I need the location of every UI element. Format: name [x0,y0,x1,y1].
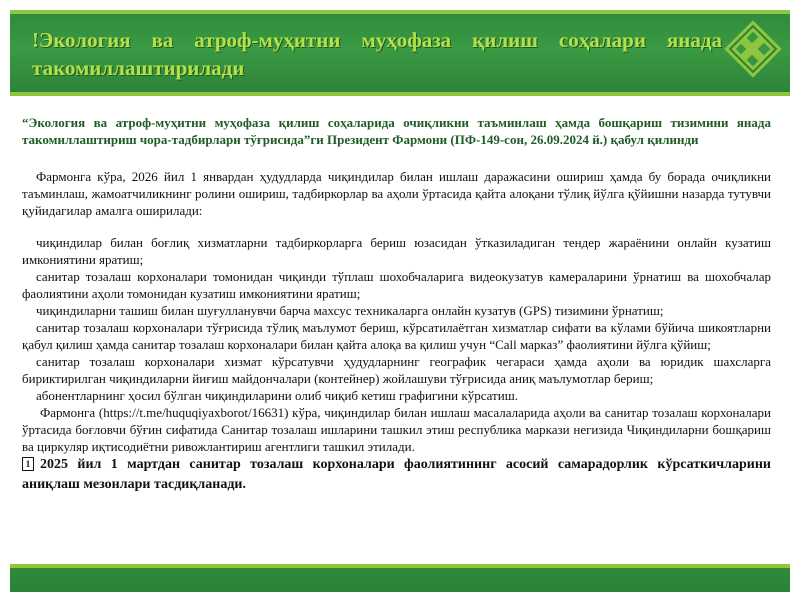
list-item: санитар тозалаш корхоналари тўғрисида тўлиқ маълумот бериш, кўрсатилаётган хизматлар сифати ва кўлами бўйича шикоятларни қабул қилиш ҳамда санитар тозалаш корхоналари билан қайта алоқа ва қилиш учун “Call марказ” фаолиятини йўлга қўйиш; [22,320,771,352]
final-statement [22,455,771,495]
green-knot-logo-icon [718,13,788,85]
article-body [22,114,771,495]
list-item: чиқиндиларни ташиш билан шуғулланувчи барча махсус техникаларга онлайн кузатув (GPS) тизимини ўрнатиш; [36,303,664,318]
spacer [22,219,771,234]
banner-bottom-stripe [10,92,790,96]
final-statement-text: 2025 йил 1 мартдан санитар тозалаш корхоналари фаолиятининг асосий самарадорлик кўрсаткичларини аниқлаш мезонлари тасдиқланади. [22,457,771,492]
footer-bar [10,568,790,592]
source-paragraph: Фармонга (https://t.me/huquqiyaxborot/16631) кўра, чиқиндилар билан ишлаш масалаларида аҳоли ва санитар тозалаш корхоналари ўртасида боғловчи бўғин сифатида Санитар тозалаш ишларини ташкил этиш республика маркази негизида Чиқиндиларни бошқариш ва циркуляр иқтисодиётни ривожлантириш агентлиги ташкил этилади. [22,405,771,454]
page-title: !Экология ва атроф-муҳитни муҳофаза қилиш соҳалари янада такомиллаштирилади [32,28,722,80]
numbered-box-icon: 1 [22,457,34,471]
lead-paragraph: “Экология ва атроф-муҳитни муҳофаза қилиш соҳаларида очиқликни таъминлаш ҳамда бошқариш тизимини янада такомиллаштириш чора-тадбирлари тўғрисида”ги Президент Фармони (ПФ-149-сон, 26.09.2024 й.) қабул қилинди [22,115,771,147]
list-item: чиқиндилар билан боғлиқ хизматларни тадбиркорларга бериш юзасидан ўтказиладиган тендер жараёнини онлайн кузатиш имкониятини яратиш; [22,235,771,267]
intro-paragraph: Фармонга кўра, 2026 йил 1 январдан ҳудудларда чиқиндилар билан ишлаш даражасини ошириш ҳамда бу борада очиқликни таъминлаш, жамоатчиликнинг ролини ошириш, тадбиркорлар ва аҳоли ўртасида қайта алоқани тўлиқ йўлга қўйишни назарда тутувчи қуйидагилар амалга оширилади: [22,169,771,218]
banner-top-stripe [10,10,790,14]
list-item: санитар тозалаш корхоналари томонидан чиқинди тўплаш шохобчаларига видеокузатув камераларини ўрнатиш ва шохобчалар фаолиятини аҳоли томонидан кузатиш имкониятини яратиш; [22,269,771,301]
list-item: абонентларнинг ҳосил бўлган чиқиндиларини олиб чиқиб кетиш графигини кўрсатиш. [36,388,518,403]
list-item: санитар тозалаш корхоналари хизмат кўрсатувчи ҳудудларнинг географик чегараси ҳамда аҳоли ва юридик шахсларга бириктирилган чиқиндиларни йиғиш майдончалари (контейнер) жойлашуви тўғрисида аниқ маълумотлар бериш; [22,354,771,386]
